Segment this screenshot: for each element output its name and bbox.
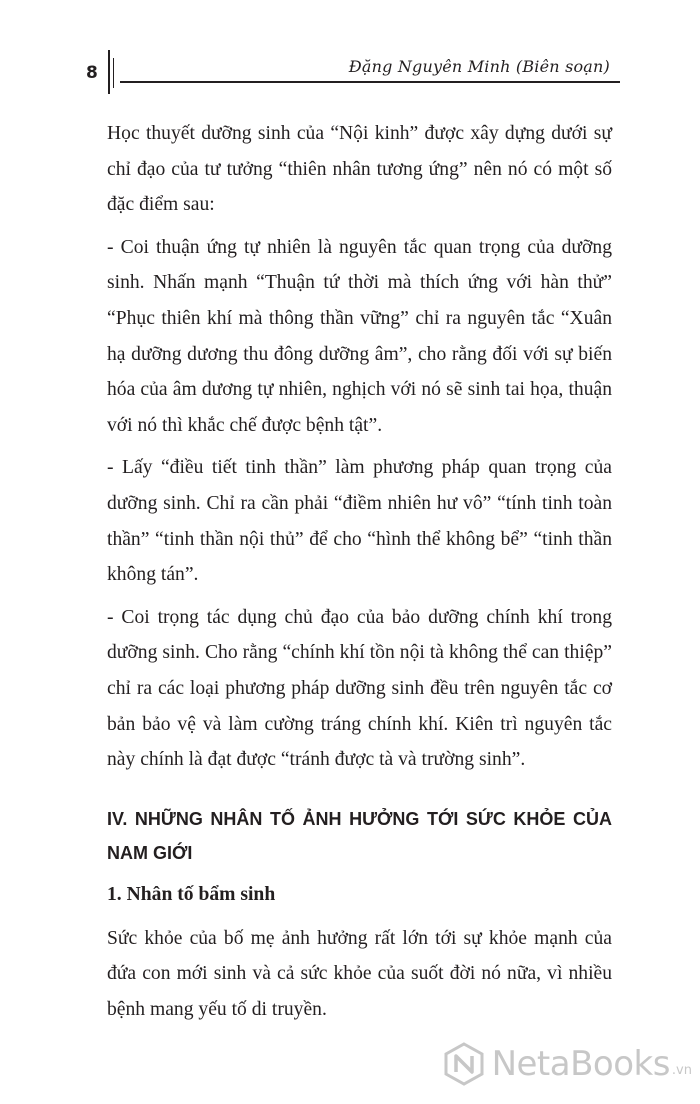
paragraph-bullet-2: - Lấy “điều tiết tinh thần” làm phương pháp quan trọng của dưỡng sinh. Chỉ ra cần phải “điềm nhiên hư vô” “tính tinh toàn thần” “tinh thần nội thủ” để cho “hình thể không bể” “tinh thần không tán”.	[107, 457, 612, 586]
page-number: 8	[86, 63, 98, 83]
watermark	[442, 1042, 692, 1086]
paragraph-closing: Sức khỏe của bố mẹ ảnh hưởng rất lớn tới sự khỏe mạnh của đứa con mới sinh và cả sức khỏe của suốt đời nó nữa, vì nhiều bệnh mang yếu tố di truyền.	[107, 927, 612, 1020]
page-body	[107, 116, 612, 1034]
paragraph-bullet-3: - Coi trọng tác dụng chủ đạo của bảo dưỡng chính khí trong dưỡng sinh. Cho rằng “chính khí tồn nội tà không thể can thiệp” chỉ ra các loại phương pháp dưỡng sinh đều trên nguyên tắc cơ bản bảo vệ và làm cường tráng chính khí. Kiên trì nguyên tắc này chính là đạt được “tránh được tà và trường sinh”.	[107, 606, 612, 771]
header-divider-bar	[108, 50, 110, 94]
running-head-author: Đặng Nguyên Minh (Biên soạn)	[348, 57, 610, 76]
watermark-suffix: .vn	[671, 1063, 692, 1078]
header-rule	[120, 81, 620, 83]
netabooks-logo-icon	[442, 1042, 486, 1086]
watermark-brand: NetaBooks	[491, 1044, 670, 1084]
sub-heading: 1. Nhân tố bẩm sinh	[107, 883, 276, 905]
header-divider-bar-thin	[113, 58, 114, 88]
paragraph-bullet-1: - Coi thuận ứng tự nhiên là nguyên tắc quan trọng của dưỡng sinh. Nhấn mạnh “Thuận tứ thời mà thích ứng với hàn thử” “Phục thiên khí mà thông thần vững” chỉ ra nguyên tắc “Xuân hạ dưỡng dương thu đông dưỡng âm”, cho rằng đối với sự biến hóa của âm dương tự nhiên, nghịch với nó sẽ sinh tai họa, thuận với nó thì khắc chế được bệnh tật”.	[107, 236, 612, 436]
page-header	[80, 48, 620, 96]
section-heading: IV. NHỮNG NHÂN TỐ ẢNH HƯỞNG TỚI SỨC KHỎE CỦA NAM GIỚI	[107, 808, 612, 863]
paragraph-intro: Học thuyết dưỡng sinh của “Nội kinh” được xây dựng dưới sự chỉ đạo của tư tưởng “thiên nhân tương ứng” nên nó có một số đặc điểm sau:	[107, 123, 612, 216]
